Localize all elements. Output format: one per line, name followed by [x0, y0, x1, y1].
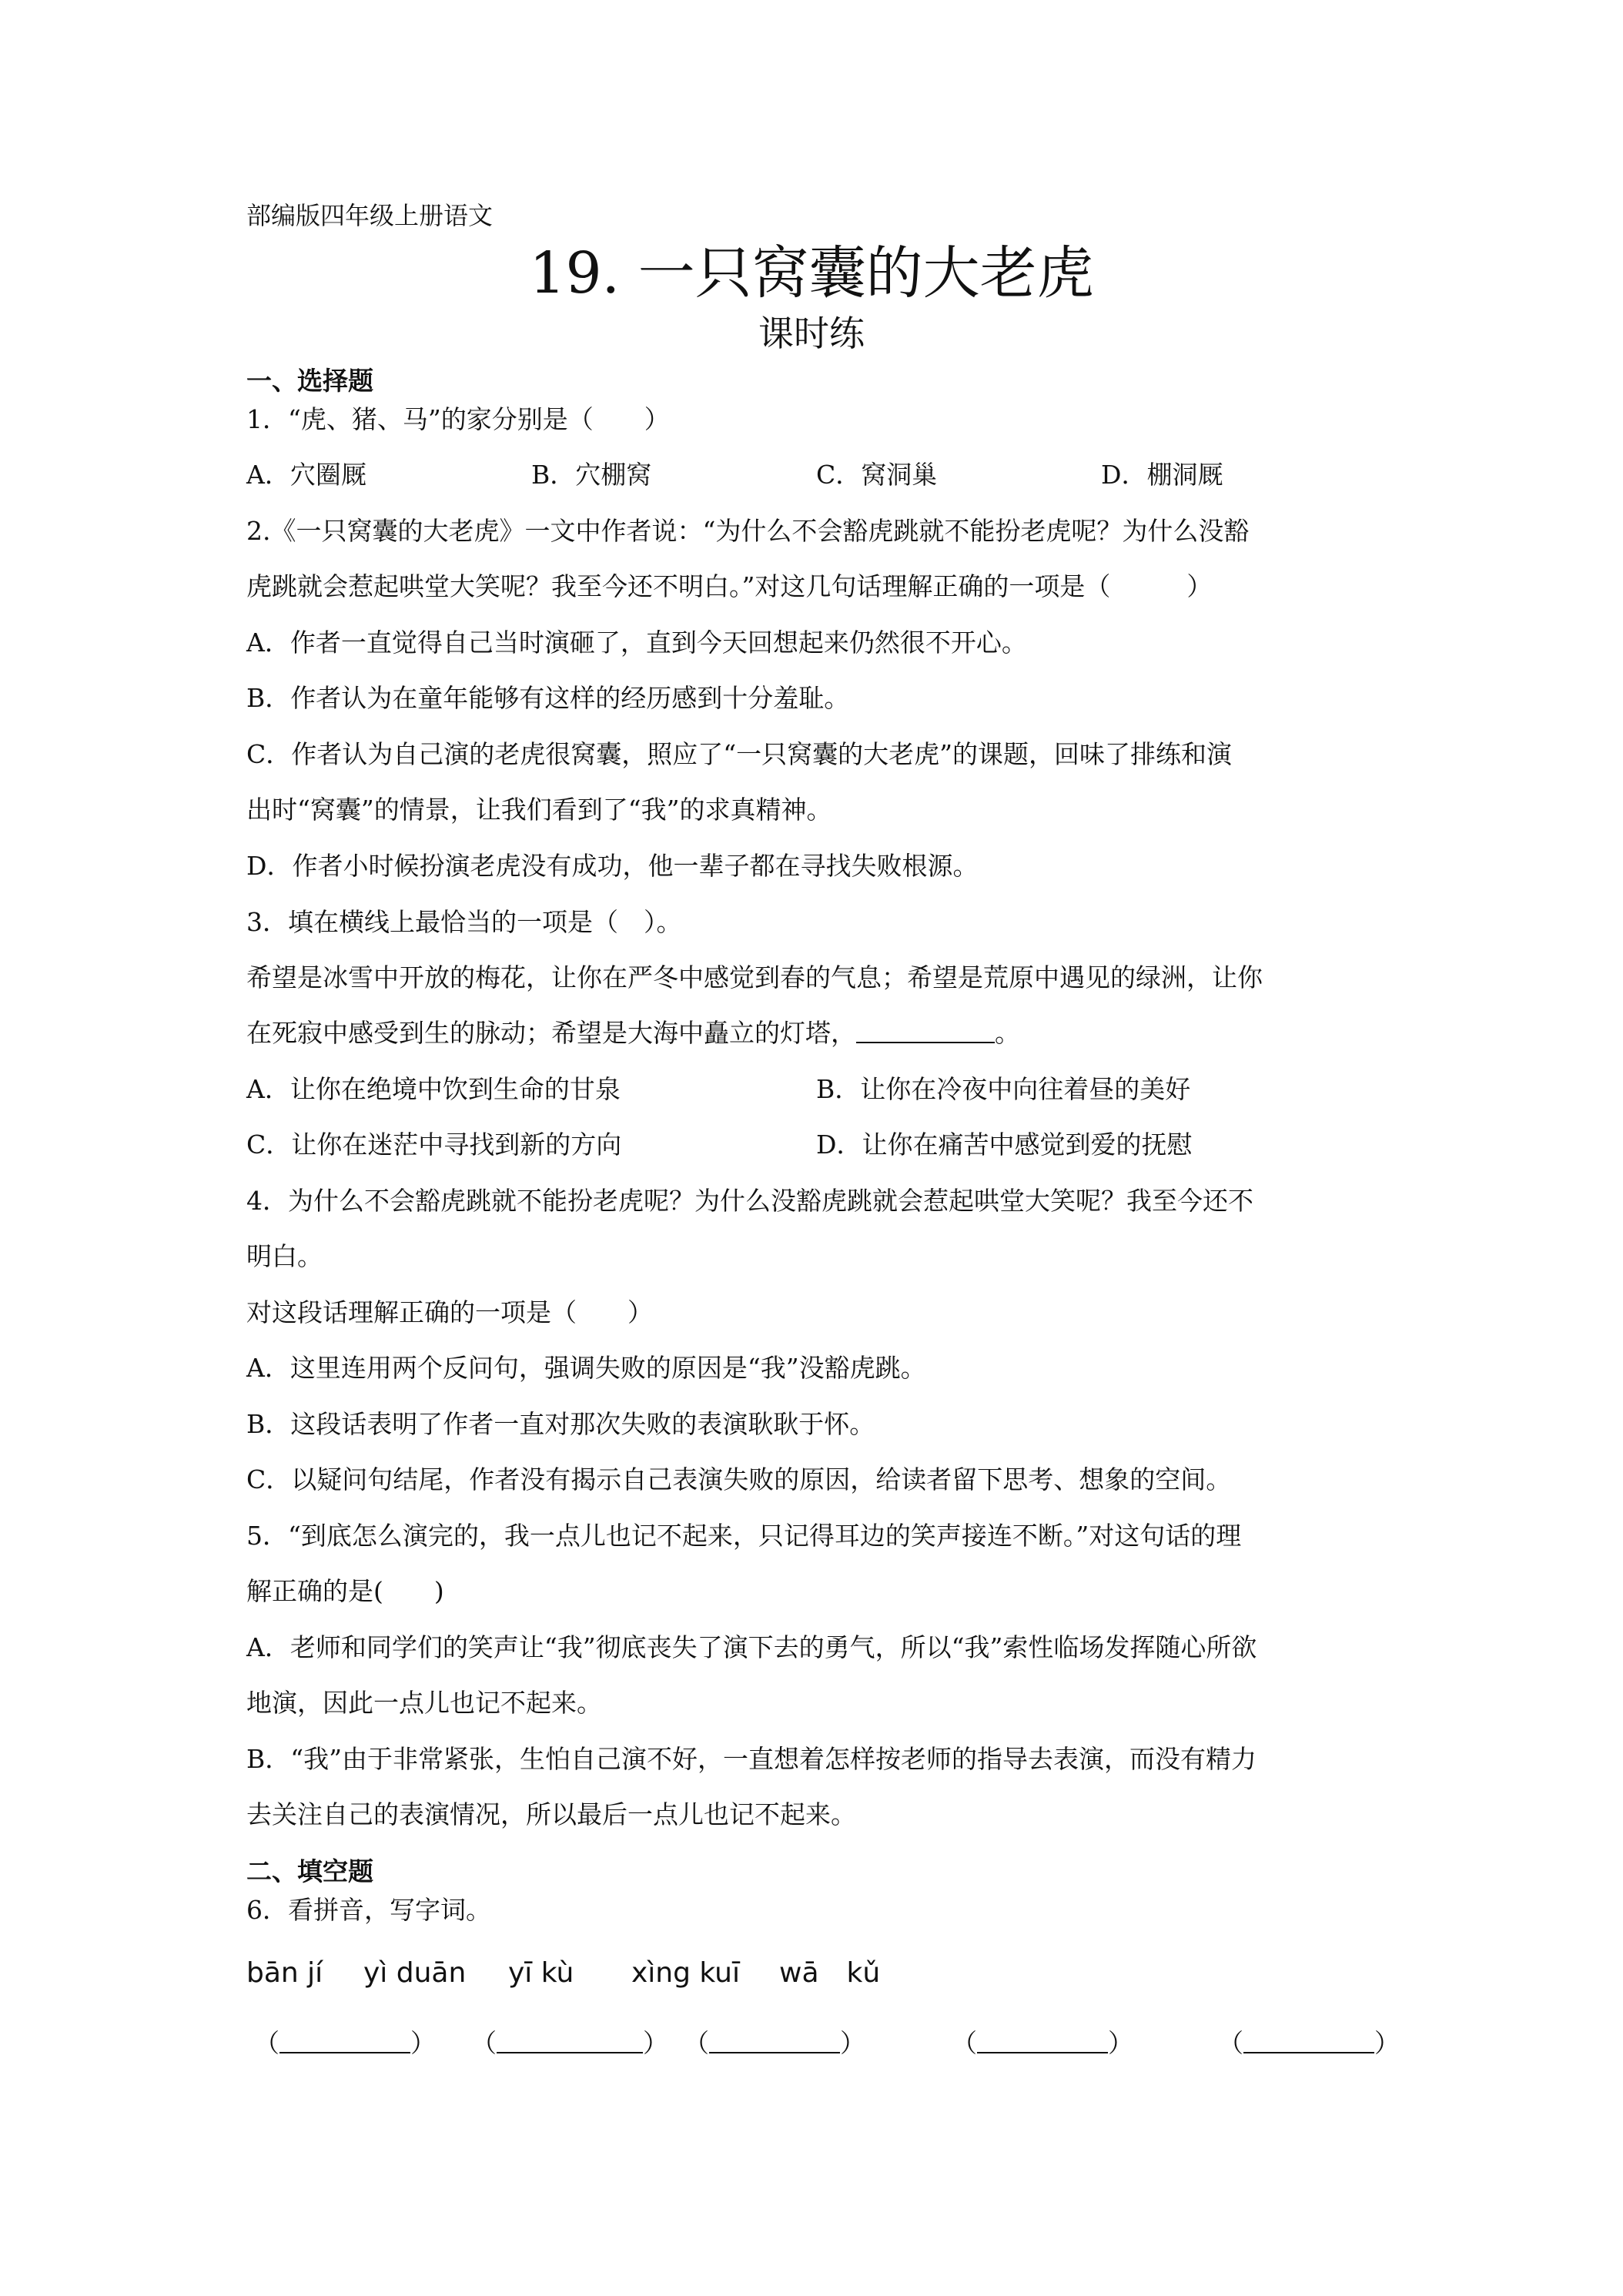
pinyin-3: yī kù: [508, 1957, 574, 1989]
subject-label: 部编版四年级上册语文: [246, 201, 494, 230]
answer-blank-3[interactable]: [684, 2027, 865, 2060]
q5-option-b-line1: B．“我”由于非常紧张，生怕自己演不好，一直想着怎样按老师的指导去表演，而没有精力: [246, 1744, 1257, 1774]
question-4-stem-line1: 4．为什么不会豁虎跳就不能扮老虎呢？为什么没豁虎跳就会惹起哄堂大笑呢？我至今还不: [246, 1186, 1253, 1216]
pinyin-4: xìng kuī: [631, 1957, 740, 1989]
q4-option-c: C．以疑问句结尾，作者没有揭示自己表演失败的原因，给读者留下思考、想象的空间。: [246, 1464, 1232, 1494]
q3-option-d: D．让你在痛苦中感觉到爱的抚慰: [816, 1130, 1193, 1160]
paren-open: （: [254, 2028, 279, 2058]
paren-close: ）: [1374, 2028, 1400, 2058]
section-heading-choice: 一、选择题: [246, 366, 373, 396]
q2-option-c-line2: 出时“窝囊”的情景，让我们看到了“我”的求真精神。: [246, 795, 832, 825]
answer-blank-1[interactable]: [254, 2027, 436, 2060]
paren-close: ）: [840, 2028, 865, 2058]
question-3-text-line2: [246, 1016, 1386, 1050]
q3-fill-blank: [856, 1019, 995, 1043]
q3-text-before-blank: 在死寂中感受到生的脉动；希望是大海中矗立的灯塔，: [246, 1018, 856, 1048]
q5-option-b-line2: 去关注自己的表演情况，所以最后一点儿也记不起来。: [246, 1799, 856, 1829]
q5-option-a-line1: A．老师和同学们的笑声让“我”彻底丧失了演下去的勇气，所以“我”索性临场发挥随心所欲: [246, 1632, 1257, 1662]
q3-option-a: A．让你在绝境中饮到生命的甘泉: [246, 1074, 621, 1104]
answer-blank-5[interactable]: [1218, 2027, 1400, 2060]
question-6-stem: 6．看拼音，写字词。: [246, 1895, 491, 1925]
q1-option-d: D．棚洞厩: [1101, 460, 1223, 490]
question-4-stem-line2: 明白。: [246, 1241, 323, 1271]
q1-option-c: C．窝洞巢: [816, 460, 938, 490]
answer-line: [279, 2029, 410, 2053]
pinyin-2: yì duān: [363, 1957, 467, 1989]
paren-open: （: [684, 2028, 709, 2058]
q1-option-a: A．穴圈厩: [246, 460, 366, 490]
q2-option-d: D．作者小时候扮演老虎没有成功，他一辈子都在寻找失败根源。: [246, 851, 979, 881]
answer-line: [1243, 2029, 1374, 2053]
q1-option-b: B．穴棚窝: [531, 460, 652, 490]
q2-option-a: A．作者一直觉得自己当时演砸了，直到今天回想起来仍然很不开心。: [246, 628, 1027, 658]
q5-option-a-line2: 地演，因此一点儿也记不起来。: [246, 1688, 602, 1718]
question-3-text-line1: 希望是冰雪中开放的梅花，让你在严冬中感觉到春的气息；希望是荒原中遇见的绿洲，让你: [246, 962, 1263, 992]
answer-line: [709, 2029, 840, 2053]
q3-option-c: C．让你在迷茫中寻找到新的方向: [246, 1130, 622, 1160]
pinyin-1: bān jí: [246, 1957, 323, 1989]
paren-close: ）: [410, 2028, 436, 2058]
paren-close: ）: [1108, 2028, 1133, 2058]
section-heading-fill: 二、填空题: [246, 1856, 373, 1886]
answer-blank-4[interactable]: [952, 2027, 1133, 2060]
question-2-stem-line1: 2.《一只窝囊的大老虎》一文中作者说：“为什么不会豁虎跳就不能扮老虎呢？为什么没豁: [246, 516, 1250, 546]
q4-option-b: B．这段话表明了作者一直对那次失败的表演耿耿于怀。: [246, 1409, 875, 1439]
paren-open: （: [471, 2028, 497, 2058]
paren-close: ）: [643, 2028, 668, 2058]
paren-open: （: [952, 2028, 977, 2058]
pinyin-5: wā kǔ: [779, 1957, 881, 1989]
answer-line: [497, 2029, 643, 2053]
page-subtitle: 课时练: [758, 313, 865, 354]
q2-option-c-line1: C．作者认为自己演的老虎很窝囊，照应了“一只窝囊的大老虎”的课题，回味了排练和演: [246, 739, 1232, 769]
answer-line: [977, 2029, 1108, 2053]
question-5-stem-line2: 解正确的是( ): [246, 1576, 444, 1606]
q4-option-a: A．这里连用两个反问句，强调失败的原因是“我”没豁虎跳。: [246, 1353, 926, 1383]
answer-blank-2[interactable]: [471, 2027, 668, 2060]
q3-option-b: B．让你在冷夜中向往着昼的美好: [816, 1074, 1191, 1104]
q2-option-b: B．作者认为在童年能够有这样的经历感到十分羞耻。: [246, 683, 850, 713]
question-5-stem-line1: 5．“到底怎么演完的，我一点儿也记不起来，只记得耳边的笑声接连不断。”对这句话的理: [246, 1521, 1242, 1551]
q3-text-end: 。: [995, 1018, 1020, 1048]
paren-open: （: [1218, 2028, 1243, 2058]
question-4-prompt: 对这段话理解正确的一项是（ ）: [246, 1297, 653, 1327]
question-1-stem: 1．“虎、猪、马”的家分别是（ ）: [246, 404, 670, 434]
question-2-stem-line2: 虎跳就会惹起哄堂大笑呢？我至今还不明白。”对这几句话理解正确的一项是（ ）: [246, 571, 1213, 601]
question-3-stem: 3．填在横线上最恰当的一项是（ ）。: [246, 907, 682, 937]
page-title: 19. 一只窝囊的大老虎: [529, 240, 1094, 306]
